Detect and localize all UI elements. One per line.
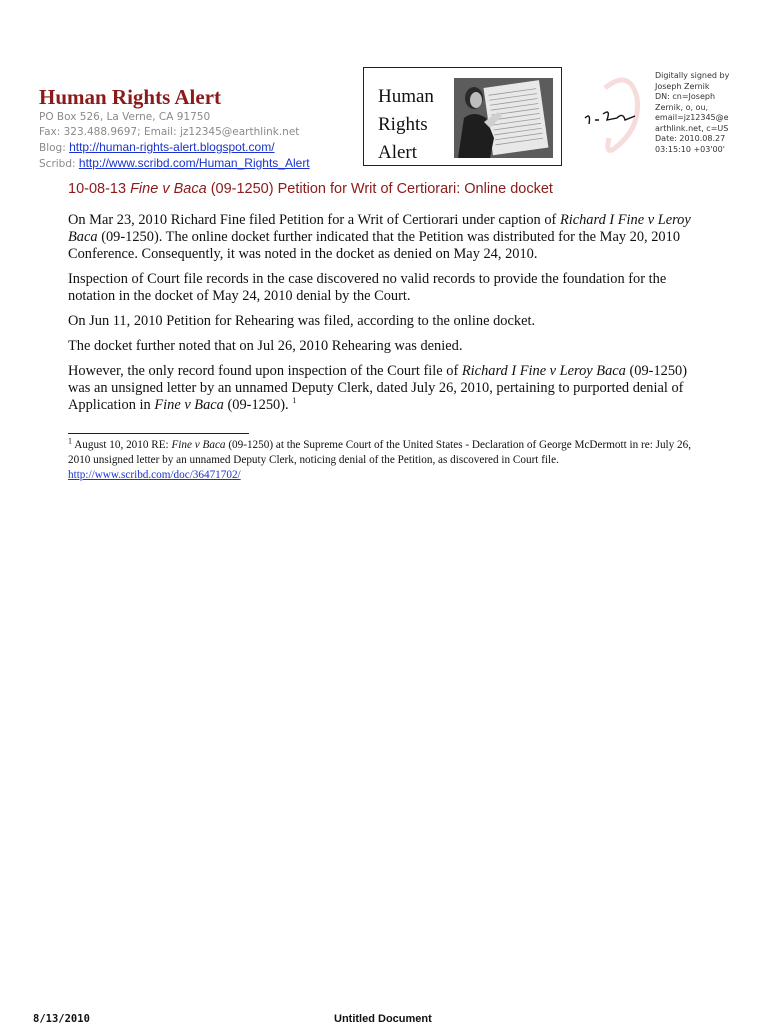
document-heading [68,181,553,197]
document-body [68,212,708,422]
footnote-link[interactable]: http://www.scribd.com/doc/36471702/ [68,469,241,481]
case-name: Fine v Baca [171,439,226,451]
blog-row [39,140,339,156]
text-span: (09-1250). The online docket further indicated that the Petition was distributed for the May 20, 2010 Conference. Consequently, it was noted in the docket as denied on May 24, 2010. [68,229,681,262]
footer-title: Untitled Document [334,1013,432,1025]
heading-case-name: Fine v Baca [130,181,207,197]
paragraph-1 [68,212,708,263]
logo-word-alert: Alert [378,142,418,163]
signature-line: Digitally signed by [655,71,730,80]
footnote-divider [68,433,249,434]
paragraph-3: On Jun 11, 2010 Petition for Rehearing was filed, according to the online docket. [68,313,536,329]
text-span: (09-1250) at the Supreme Court of the United States - Declaration of George McDermott in re: July 26, 2010 unsigned letter by an unnamed Deputy Clerk, noticing denial of the Petition, as discovered in Court file. [68,439,692,466]
heading-rest: (09-1250) Petition for Writ of Certiorari: Online docket [210,181,553,197]
paragraph-4: The docket further noted that on Jul 26, 2010 Rehearing was denied. [68,338,463,354]
paragraph-2: Inspection of Court file records in the case discovered no valid records to provide the foundation for the notation in the docket of May 24, 2010 denial by the Court. [68,271,667,304]
digital-signature-block [655,71,755,155]
text-span: However, the only record found upon inspection of the Court file of [68,363,459,379]
fax-email-line: Fax: 323.488.9697; Email: jz12345@earthlink.net [39,126,300,138]
paragraph-5 [68,363,708,414]
footnote [68,438,713,483]
case-name: Fine v Baca [154,397,224,413]
footnote-number: 1 [68,436,72,446]
case-name: Richard I Fine v Leroy Baca [68,212,691,245]
signature-line: 03:15:10 +03'00' [655,144,725,154]
signature-line: email=jz12345@e [655,113,729,122]
text-span: (09-1250) was an unsigned letter by an unnamed Deputy Clerk, dated July 26, 2010, pertaining to purported denial of Application in [68,363,688,413]
logo-word-human: Human [378,86,434,107]
signature-line: Date: 2010.08.27 [655,134,726,143]
footer-date: 8/13/2010 [33,1013,90,1025]
signature-line: Joseph Zernik [655,81,710,91]
footnote-reference[interactable]: 1 [292,396,297,406]
logo-word-rights: Rights [378,114,428,135]
text-span: August 10, 2010 RE: [74,439,169,451]
scribd-label: Scribd: [39,158,76,170]
contact-block [39,110,339,172]
blog-link[interactable]: http://human-rights-alert.blogspot.com/ [69,140,275,154]
text-span: On Mar 23, 2010 Richard Fine filed Petition for a Writ of Certiorari under caption of [68,212,557,228]
org-title: Human Rights Alert [39,85,222,109]
case-name: Richard I Fine v Leroy Baca [461,363,626,379]
woman-holding-declaration-photo [454,78,553,158]
signature-line: arthlink.net, c=US [655,123,729,133]
signature-line: Zernik, o, ou, [655,102,709,112]
heading-prefix: 10-08-13 [68,181,127,197]
signature-mark-icon [575,68,665,168]
blog-label: Blog: [39,142,66,154]
text-span: (09-1250). [227,397,289,413]
signature-line: DN: cn=Joseph [655,92,716,101]
scribd-row [39,156,339,172]
scribd-link[interactable]: http://www.scribd.com/Human_Rights_Alert [78,156,310,170]
address-line: PO Box 526, La Verne, CA 91750 [39,111,211,123]
hra-logo [363,67,562,166]
